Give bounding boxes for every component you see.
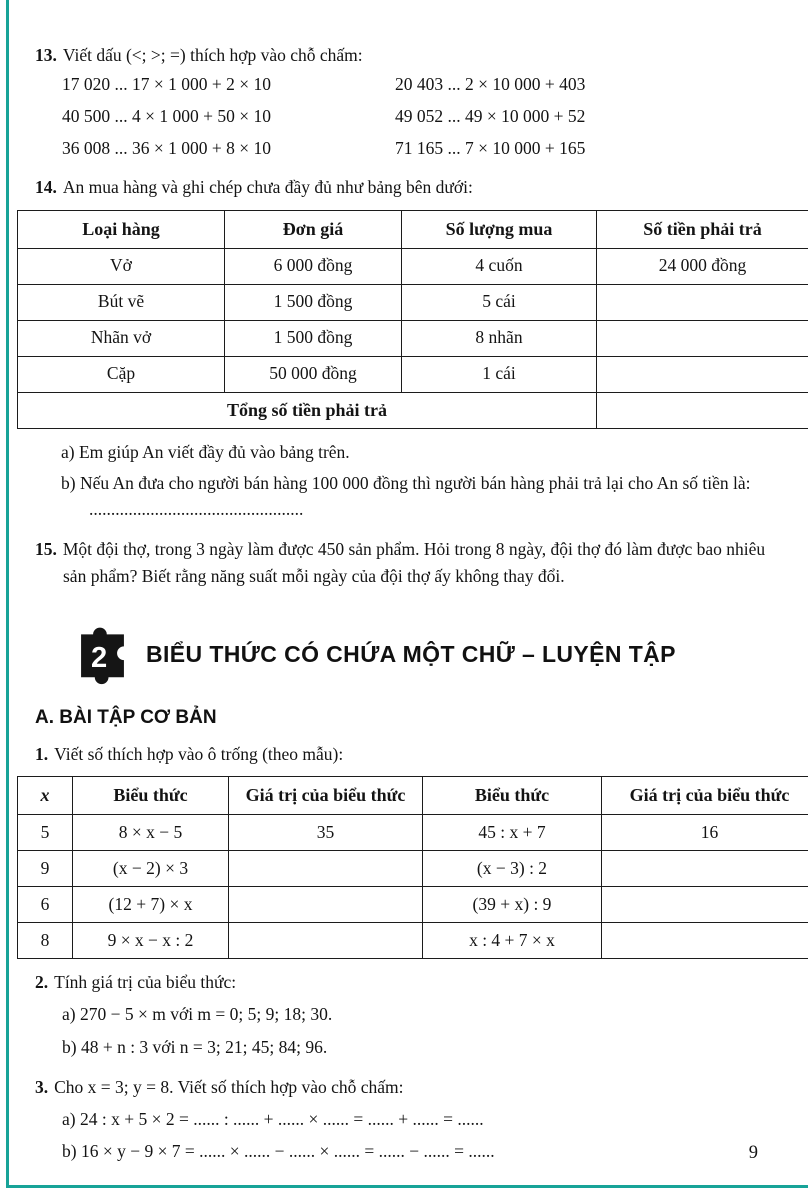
table-cell: 5 xyxy=(18,815,73,851)
table-cell: Bút vẽ xyxy=(18,284,225,320)
column-header: Biểu thức xyxy=(423,777,602,815)
table-cell: 50 000 đồng xyxy=(225,356,402,392)
ex14-item-b: b) Nếu An đưa cho người bán hàng 100 000 đồng thì người bán hàng phải trả lại cho An số tiền là: ................................................. xyxy=(61,472,751,519)
column-header: Số tiền phải trả xyxy=(597,210,808,248)
page-number: 9 xyxy=(748,1143,758,1163)
ex13-equation: 36 008 ... 36 × 1 000 + 8 × 10 xyxy=(62,138,271,159)
exercise-15-title xyxy=(35,536,774,589)
puzzle-piece-icon xyxy=(75,619,130,691)
column-header: Biểu thức xyxy=(73,777,229,815)
table-cell: Cặp xyxy=(18,356,225,392)
expression-table xyxy=(17,776,808,959)
ex13-equation: 49 052 ... 49 × 10 000 + 52 xyxy=(395,106,586,127)
section-title: BIỂU THỨC CÓ CHỨA MỘT CHỮ – LUYỆN TẬP xyxy=(146,641,676,668)
column-header: Giá trị của biểu thức xyxy=(229,777,423,815)
subsection-title: A. BÀI TẬP CƠ BẢN xyxy=(35,706,217,728)
ex2-item-b: b) 48 + n : 3 với n = 3; 21; 45; 84; 96. xyxy=(62,1036,328,1057)
exercise-3-text: Cho x = 3; y = 8. Viết số thích hợp vào chỗ chấm: xyxy=(54,1076,404,1097)
table-cell xyxy=(229,887,423,923)
table-cell: (x − 3) : 2 xyxy=(423,851,602,887)
table-header-row xyxy=(18,777,808,815)
table-cell: 4 cuốn xyxy=(402,248,597,284)
table-footer-row xyxy=(18,392,808,428)
table-cell: 16 xyxy=(602,815,808,851)
column-header: Loại hàng xyxy=(18,210,225,248)
ex3-item-b: b) 16 × y − 9 × 7 = ...... × ...... − ...... × ...... = ...... − ...... = ...... xyxy=(62,1141,495,1162)
column-header: Số lượng mua xyxy=(402,210,597,248)
table-cell: 1 500 đồng xyxy=(225,284,402,320)
exercise-13-number: 13. xyxy=(35,45,57,65)
table-cell: 8 × x − 5 xyxy=(73,815,229,851)
table-cell: Vở xyxy=(18,248,225,284)
table-cell: 1 cái xyxy=(402,356,597,392)
page-border-left xyxy=(6,0,9,1188)
exercise-3-title xyxy=(35,1074,774,1100)
table-cell: 8 nhãn xyxy=(402,320,597,356)
purchase-table xyxy=(17,210,808,429)
table-row xyxy=(18,887,808,923)
table-cell xyxy=(597,392,808,428)
table-cell xyxy=(597,320,808,356)
table-cell xyxy=(597,284,808,320)
table-cell: 9 × x − x : 2 xyxy=(73,923,229,959)
page-border-bottom xyxy=(6,1185,808,1188)
table-cell: 5 cái xyxy=(402,284,597,320)
exercise-1-text: Viết số thích hợp vào ô trống (theo mẫu): xyxy=(54,743,344,764)
table-cell: Nhãn vở xyxy=(18,320,225,356)
ex2-item-a: a) 270 − 5 × m với m = 0; 5; 9; 18; 30. xyxy=(62,1004,333,1025)
ex13-row xyxy=(62,132,774,164)
ex13-equation: 20 403 ... 2 × 10 000 + 403 xyxy=(395,74,586,95)
table-cell: x : 4 + 7 × x xyxy=(423,923,602,959)
exercise-15-number: 15. xyxy=(35,539,57,560)
exercise-14-number: 14. xyxy=(35,177,57,198)
exercise-14-title xyxy=(35,174,774,200)
ex13-equation: 17 020 ... 17 × 1 000 + 2 × 10 xyxy=(62,74,271,95)
exercise-14-text: An mua hàng và ghi chép chưa đầy đủ như bảng bên dưới: xyxy=(62,177,473,198)
exercise-13-text: Viết dấu (<; >; =) thích hợp vào chỗ chấm: xyxy=(62,45,363,65)
table-cell xyxy=(602,851,808,887)
table-cell: 9 xyxy=(18,851,73,887)
page-content xyxy=(35,42,790,1165)
table-cell: 1 500 đồng xyxy=(225,320,402,356)
table-cell: (x − 2) × 3 xyxy=(73,851,229,887)
table-row xyxy=(18,851,808,887)
table-footer-label: Tổng số tiền phải trả xyxy=(18,392,597,428)
exercise-1-number: 1. xyxy=(35,743,49,764)
table-cell xyxy=(602,887,808,923)
table-cell: 8 xyxy=(18,923,73,959)
table-cell xyxy=(602,923,808,959)
table-header-row xyxy=(18,210,808,248)
column-header: x xyxy=(18,777,73,815)
exercise-2-number: 2. xyxy=(35,972,49,992)
table-cell xyxy=(229,851,423,887)
column-header: Đơn giá xyxy=(225,210,402,248)
table-row xyxy=(18,248,808,284)
table-row xyxy=(18,356,808,392)
table-row xyxy=(18,923,808,959)
exercise-15-text: Một đội thợ, trong 3 ngày làm được 450 sản phẩm. Hỏi trong 8 ngày, đội thợ đó làm được bao nhiêu sản phẩm? Biết rằng năng suất mỗi ngày của đội thợ ấy không thay đổi. xyxy=(62,539,766,586)
exercise-1-title xyxy=(35,741,774,767)
column-header: Giá trị của biểu thức xyxy=(602,777,808,815)
table-cell: 45 : x + 7 xyxy=(423,815,602,851)
table-row xyxy=(18,284,808,320)
table-cell: 6 xyxy=(18,887,73,923)
ex13-equation: 71 165 ... 7 × 10 000 + 165 xyxy=(395,138,586,159)
ex13-row xyxy=(62,68,774,100)
table-cell: (12 + 7) × x xyxy=(73,887,229,923)
section-header xyxy=(75,619,774,691)
table-cell: 24 000 đồng xyxy=(597,248,808,284)
table-cell xyxy=(597,356,808,392)
exercise-2-title xyxy=(35,969,774,995)
section-number: 2 xyxy=(90,641,108,674)
exercise-13-title xyxy=(35,42,774,68)
table-cell: 6 000 đồng xyxy=(225,248,402,284)
table-cell: 35 xyxy=(229,815,423,851)
exercise-3-number: 3. xyxy=(35,1076,49,1097)
ex13-equation: 40 500 ... 4 × 1 000 + 50 × 10 xyxy=(62,106,271,127)
exercise-2-text: Tính giá trị của biểu thức: xyxy=(54,972,237,992)
table-row xyxy=(18,320,808,356)
ex13-row xyxy=(62,100,774,132)
ex3-item-a: a) 24 : x + 5 × 2 = ...... : ...... + ...... × ...... = ...... + ...... = ...... xyxy=(62,1109,484,1129)
table-cell: (39 + x) : 9 xyxy=(423,887,602,923)
ex14-item-a: a) Em giúp An viết đầy đủ vào bảng trên. xyxy=(61,441,350,462)
table-cell xyxy=(229,923,423,959)
table-row xyxy=(18,815,808,851)
